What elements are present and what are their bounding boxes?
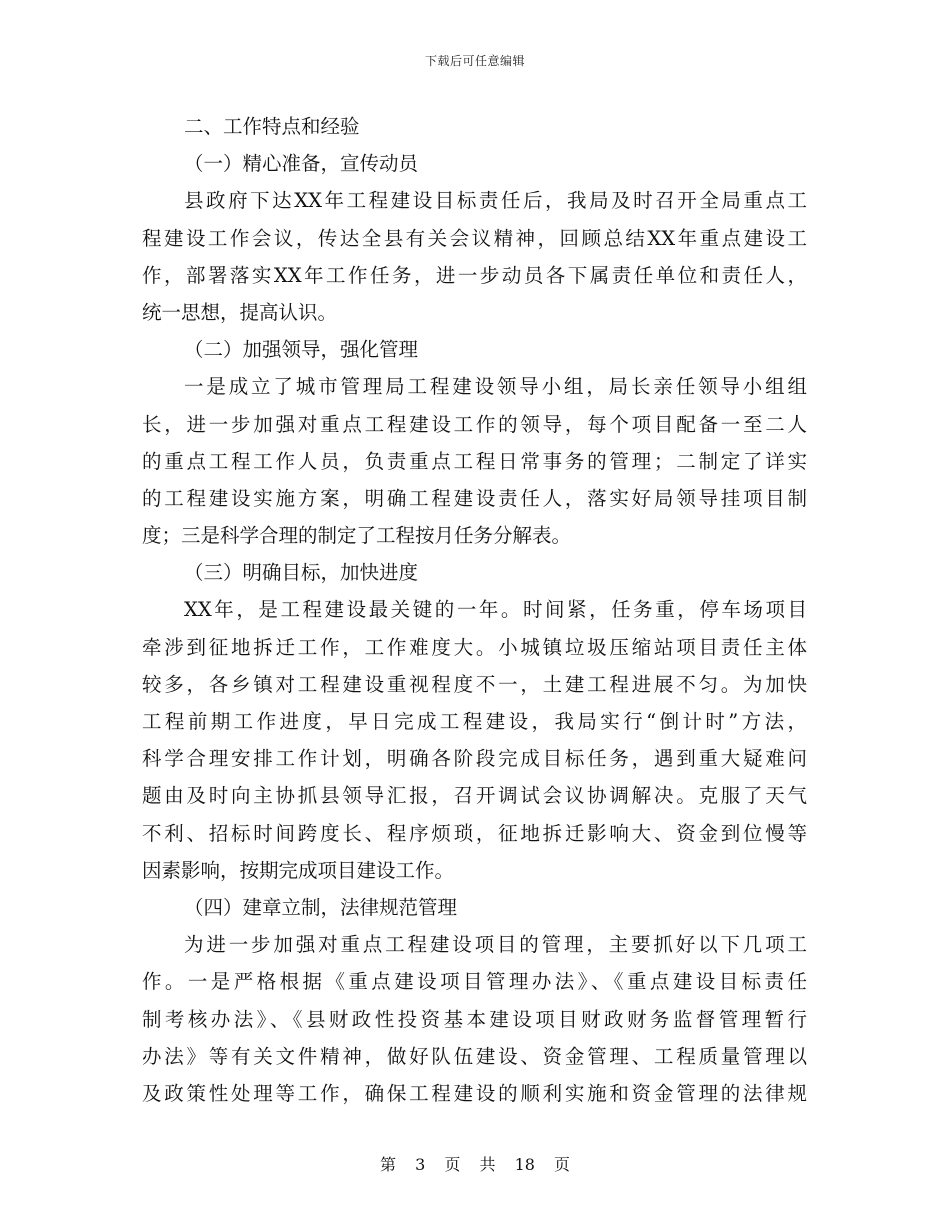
section-title-2: （二）加强领导，强化管理 bbox=[184, 338, 419, 362]
paragraph-line: 题由及时向主协抓县领导汇报，召开调试会议协调解决。克服了天气 bbox=[142, 784, 807, 808]
page-footer bbox=[0, 1152, 950, 1175]
paragraph-line: 及政策性处理等工作，确保工程建设的顺利实施和资金管理的法律规 bbox=[142, 1081, 807, 1105]
paragraph-line: 的重点工程工作人员，负责重点工程日常事务的管理；二制定了详实 bbox=[142, 449, 807, 473]
paragraph-line: 为进一步加强对重点工程建设项目的管理，主要抓好以下几项工 bbox=[184, 933, 807, 957]
page-header-note: 下载后可任意编辑 bbox=[424, 54, 525, 68]
paragraph-line: XX年，是工程建设最关键的一年。时间紧，任务重，停车场项目 bbox=[184, 598, 807, 622]
paragraph-line: 长，进一步加强对重点工程建设工作的领导，每个项目配备一至二人 bbox=[142, 412, 807, 436]
section-title-4: （四）建章立制，法律规范管理 bbox=[184, 895, 458, 919]
section-title-3: （三）明确目标，加快进度 bbox=[184, 561, 419, 585]
footer-mid1: 页 bbox=[444, 1155, 461, 1174]
paragraph-line: 较多，各乡镇对工程建设重视程度不一，土建工程进展不匀。为加快 bbox=[142, 672, 807, 696]
paragraph-line: 统一思想，提高认识。 bbox=[142, 300, 338, 324]
paragraph-line: 作，部署落实XX年工作任务，进一步动员各下属责任单位和责任人， bbox=[142, 263, 807, 287]
paragraph-line: 办法》等有关文件精神，做好队伍建设、资金管理、工程质量管理以 bbox=[142, 1044, 807, 1068]
section-heading-main: 二、工作特点和经验 bbox=[184, 115, 360, 138]
footer-page-number: 3 bbox=[415, 1155, 426, 1174]
paragraph-line: 的工程建设实施方案，明确工程建设责任人，落实好局领导挂项目制 bbox=[142, 486, 807, 510]
paragraph-line: 程建设工作会议，传达全县有关会议精神，回顾总结XX年重点建设工 bbox=[142, 226, 807, 250]
paragraph-line: 作。一是严格根据《重点建设项目管理办法》、《重点建设目标责任 bbox=[142, 970, 807, 994]
paragraph-line: 工程前期工作进度，早日完成工程建设，我局实行“倒计时”方法， bbox=[142, 710, 807, 733]
paragraph-line: 科学合理安排工作计划，明确各阶段完成目标任务，遇到重大疑难问 bbox=[142, 747, 807, 771]
footer-prefix: 第 bbox=[379, 1155, 396, 1174]
footer-mid2: 共 bbox=[479, 1155, 496, 1174]
document-body bbox=[142, 108, 807, 1112]
section-title-1: （一）精心准备，宣传动员 bbox=[184, 152, 419, 176]
paragraph-line: 因素影响，按期完成项目建设工作。 bbox=[142, 858, 455, 882]
footer-suffix: 页 bbox=[554, 1155, 571, 1174]
footer-total-pages: 18 bbox=[514, 1155, 535, 1174]
paragraph-line: 制考核办法》、《县财政性投资基本建设项目财政财务监督管理暂行 bbox=[142, 1007, 807, 1031]
paragraph-line: 度；三是科学合理的制定了工程按月任务分解表。 bbox=[142, 524, 572, 548]
paragraph-line: 一是成立了城市管理局工程建设领导小组，局长亲任领导小组组 bbox=[184, 375, 807, 399]
paragraph-line: 牵涉到征地拆迁工作，工作难度大。小城镇垃圾压缩站项目责任主体 bbox=[142, 635, 807, 659]
paragraph-line: 县政府下达XX年工程建设目标责任后，我局及时召开全局重点工 bbox=[184, 189, 807, 213]
paragraph-line: 不利、招标时间跨度长、程序烦琐，征地拆迁影响大、资金到位慢等 bbox=[142, 821, 807, 845]
